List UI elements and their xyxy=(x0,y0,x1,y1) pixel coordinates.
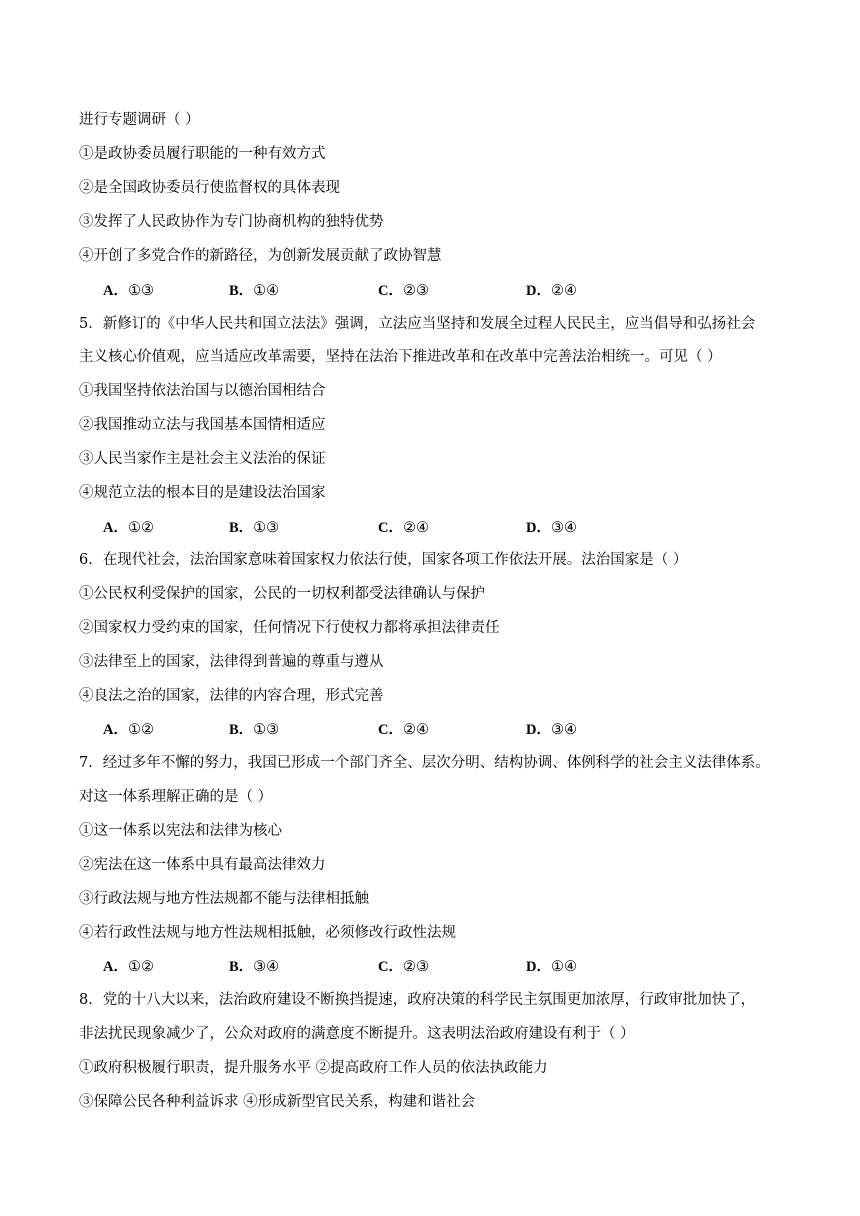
q5-option-c[interactable]: C．②④ xyxy=(378,520,429,536)
q4-option-c[interactable]: C．②③ xyxy=(378,283,429,299)
q6-item-4: ④良法之治的国家，法律的内容合理，形式完善 xyxy=(79,688,384,704)
q7-stem-line-2: 对这一体系理解正确的是（ ） xyxy=(79,789,273,805)
q7-option-b[interactable]: B．③④ xyxy=(229,959,280,975)
q7-item-1: ①这一体系以宪法和法律为核心 xyxy=(79,823,282,839)
q4-option-a[interactable]: A．①③ xyxy=(103,283,154,299)
q6-option-a[interactable]: A．①② xyxy=(103,722,154,738)
q4-options xyxy=(103,281,703,301)
q5-item-2: ②我国推动立法与我国基本国情相适应 xyxy=(79,417,326,433)
q4-item-4: ④开创了多党合作的新路径，为创新发展贡献了政协智慧 xyxy=(79,248,442,264)
q6-option-c[interactable]: C．②④ xyxy=(378,722,429,738)
q6-option-b[interactable]: B．①③ xyxy=(229,722,280,738)
q7-option-c[interactable]: C．②③ xyxy=(378,959,429,975)
q5-options xyxy=(103,518,703,538)
q4-option-b[interactable]: B．①④ xyxy=(229,283,280,299)
q7-options xyxy=(103,957,703,977)
q4-item-2: ②是全国政协委员行使监督权的具体表现 xyxy=(79,180,340,196)
q5-option-a[interactable]: A．①② xyxy=(103,520,154,536)
q6-item-1: ①公民权利受保护的国家，公民的一切权利都受法律确认与保护 xyxy=(79,586,485,602)
q8-stem-line-1: 8．党的十八大以来，法治政府建设不断换挡提速，政府决策的科学民主氛围更加浓厚，行政审批加快了， xyxy=(79,992,756,1008)
q5-item-3: ③人民当家作主是社会主义法治的保证 xyxy=(79,451,326,467)
q8-items-line-1: ①政府积极履行职责，提升服务水平 ②提高政府工作人员的依法执政能力 xyxy=(79,1060,548,1076)
q8-items-line-2: ③保障公民各种利益诉求 ④形成新型官民关系，构建和谐社会 xyxy=(79,1094,476,1110)
q5-stem-line-1: 5．新修订的《中华人民共和国立法法》强调，立法应当坚持和发展全过程人民民主，应当倡导和弘扬社会 xyxy=(79,316,756,332)
q6-option-d[interactable]: D．③④ xyxy=(526,722,577,738)
q8-stem-line-2: 非法扰民现象减少了，公众对政府的满意度不断提升。这表明法治政府建设有利于（ ） xyxy=(79,1026,635,1042)
q4-item-1: ①是政协委员履行职能的一种有效方式 xyxy=(79,146,326,162)
q7-option-d[interactable]: D．①④ xyxy=(526,959,577,975)
q5-option-b[interactable]: B．①③ xyxy=(229,520,280,536)
q6-item-3: ③法律至上的国家，法律得到普遍的尊重与遵从 xyxy=(79,654,384,670)
q5-stem-line-2: 主义核心价值观，应当适应改革需要，坚持在法治下推进改革和在改革中完善法治相统一。可见（ ） xyxy=(79,349,722,365)
q6-item-2: ②国家权力受约束的国家，任何情况下行使权力都将承担法律责任 xyxy=(79,620,500,636)
q7-stem-line-1: 7．经过多年不懈的努力，我国已形成一个部门齐全、层次分明、结构协调、体例科学的社会主义法律体系。 xyxy=(79,755,770,771)
q5-item-4: ④规范立法的根本目的是建设法治国家 xyxy=(79,485,326,501)
q7-item-3: ③行政法规与地方性法规都不能与法律相抵触 xyxy=(79,891,369,907)
q6-stem-line-1: 6．在现代社会，法治国家意味着国家权力依法行使，国家各项工作依法开展。法治国家是（ ） xyxy=(79,552,688,568)
q4-option-d[interactable]: D．②④ xyxy=(526,283,577,299)
q4-stem-tail: 进行专题调研（ ） xyxy=(79,112,200,128)
q5-option-d[interactable]: D．③④ xyxy=(526,520,577,536)
q7-item-4: ④若行政性法规与地方性法规相抵触，必须修改行政性法规 xyxy=(79,925,456,941)
q4-item-3: ③发挥了人民政协作为专门协商机构的独特优势 xyxy=(79,214,384,230)
q5-item-1: ①我国坚持依法治国与以德治国相结合 xyxy=(79,383,326,399)
q7-option-a[interactable]: A．①② xyxy=(103,959,154,975)
q7-item-2: ②宪法在这一体系中具有最高法律效力 xyxy=(79,857,326,873)
q6-options xyxy=(103,720,703,740)
